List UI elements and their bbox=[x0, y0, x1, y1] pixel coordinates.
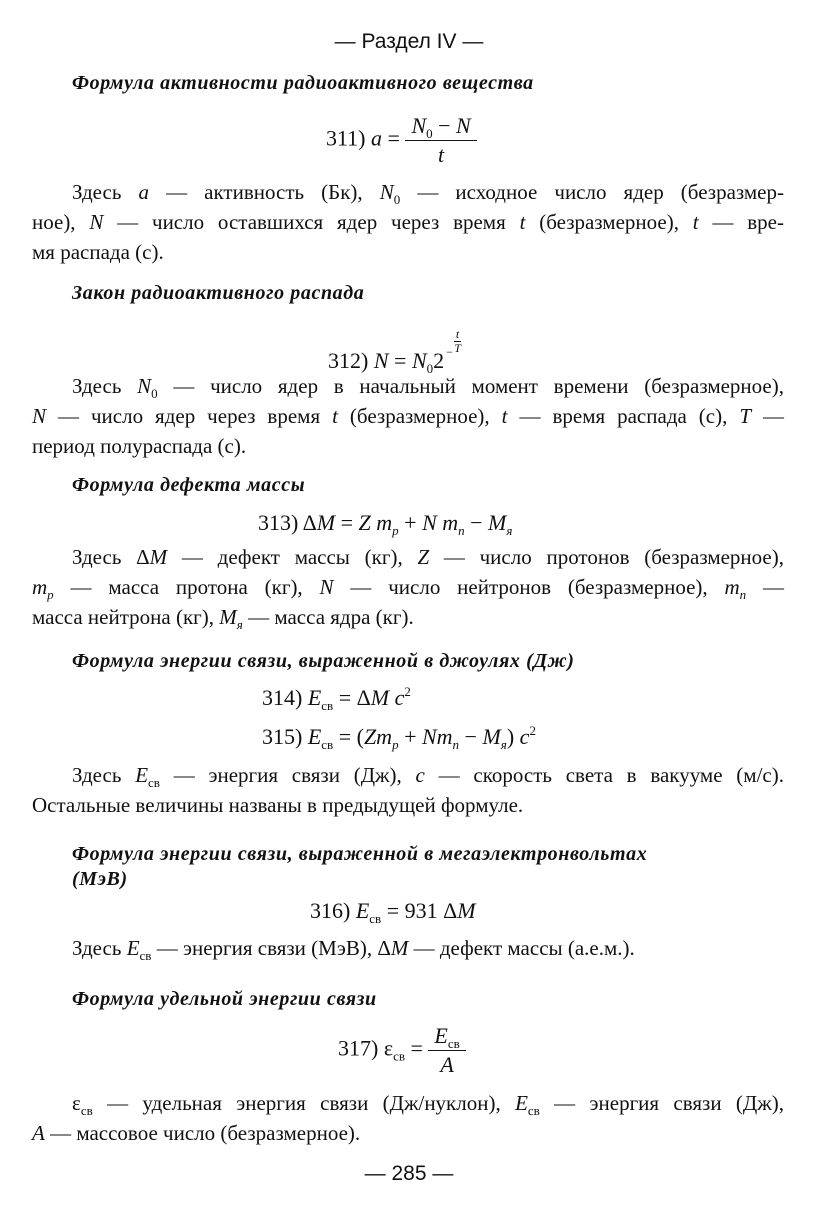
formula-316: 316) $E_{св} = 931$ ΔM bbox=[310, 898, 476, 926]
description-314-315: Здесь $E_{св}$ — энергия связи (Дж), c — скорость света в вакууме (м/с). Остальные величины названы в предыдущей формуле. bbox=[32, 763, 784, 817]
formula-314: 314) $E_{св} = \Delta M$ $c^2$ bbox=[262, 684, 411, 713]
description-312: Здесь $N_0$ — число ядер в начальный момент времени (безразмерное), N — число ядер через время t (безразмерное), t — время распада (с), T — период полураспада (с). bbox=[32, 374, 785, 458]
heading-decay-law: Закон радиоактивного распада bbox=[72, 282, 365, 304]
formula-311: 311) a = $\frac{N_0 - N}{t}$ bbox=[326, 112, 477, 169]
heading-activity: Формула активности радиоактивного вещества bbox=[72, 72, 534, 94]
heading-mass-defect: Формула дефекта массы bbox=[72, 474, 306, 496]
heading-binding-energy-mev-cont: (МэВ) bbox=[72, 868, 128, 890]
heading-specific-binding-energy: Формула удельной энергии связи bbox=[72, 988, 377, 1010]
formula-317: 317) $\varepsilon_{св}$ = $\frac{E_{св}}{A}$ bbox=[338, 1022, 466, 1079]
page-number: — 285 — bbox=[364, 1162, 454, 1185]
description-317: $\varepsilon_{св}$ — удельная энергия связи (Дж/нуклон), $E_{св}$ — энергия связи (Дж), A — массовое число (безразмерное). bbox=[32, 1091, 784, 1145]
formula-313: 313) ΔM = Z $m_p + N$ $m_n - M_я$ bbox=[258, 510, 513, 538]
description-313: Здесь ΔM — дефект массы (кг), Z — число протонов (безразмерное), $m_p$ — масса протона (кг), N — число нейтронов (безразмерное), $m_n$ — масса нейтрона (кг), $M_я$ — масса ядра (кг). bbox=[32, 545, 784, 632]
heading-binding-energy-joules: Формула энергии связи, выраженной в джоулях (Дж) bbox=[72, 650, 575, 672]
description-311: Здесь a — активность (Бк), $N_0$ — исходное число ядер (безразмер- ное), N — число оставшихся ядер через время t (безразмерное), t — вре- мя распада (с). bbox=[32, 180, 784, 264]
description-316: Здесь $E_{св}$ — энергия связи (МэВ), ΔM — дефект массы (а.е.м.). bbox=[72, 936, 635, 963]
heading-binding-energy-mev: Формула энергии связи, выраженной в мегаэлектронвольтах bbox=[72, 843, 648, 865]
formula-312: 312) $N = N_02$ − $\frac{t}{T}$ bbox=[328, 327, 461, 376]
section-header: — Раздел IV — bbox=[334, 30, 484, 53]
formula-315: 315) $E_{св} = (Zm_p + Nm_n - M_я)$ $c^2$ bbox=[262, 723, 536, 752]
